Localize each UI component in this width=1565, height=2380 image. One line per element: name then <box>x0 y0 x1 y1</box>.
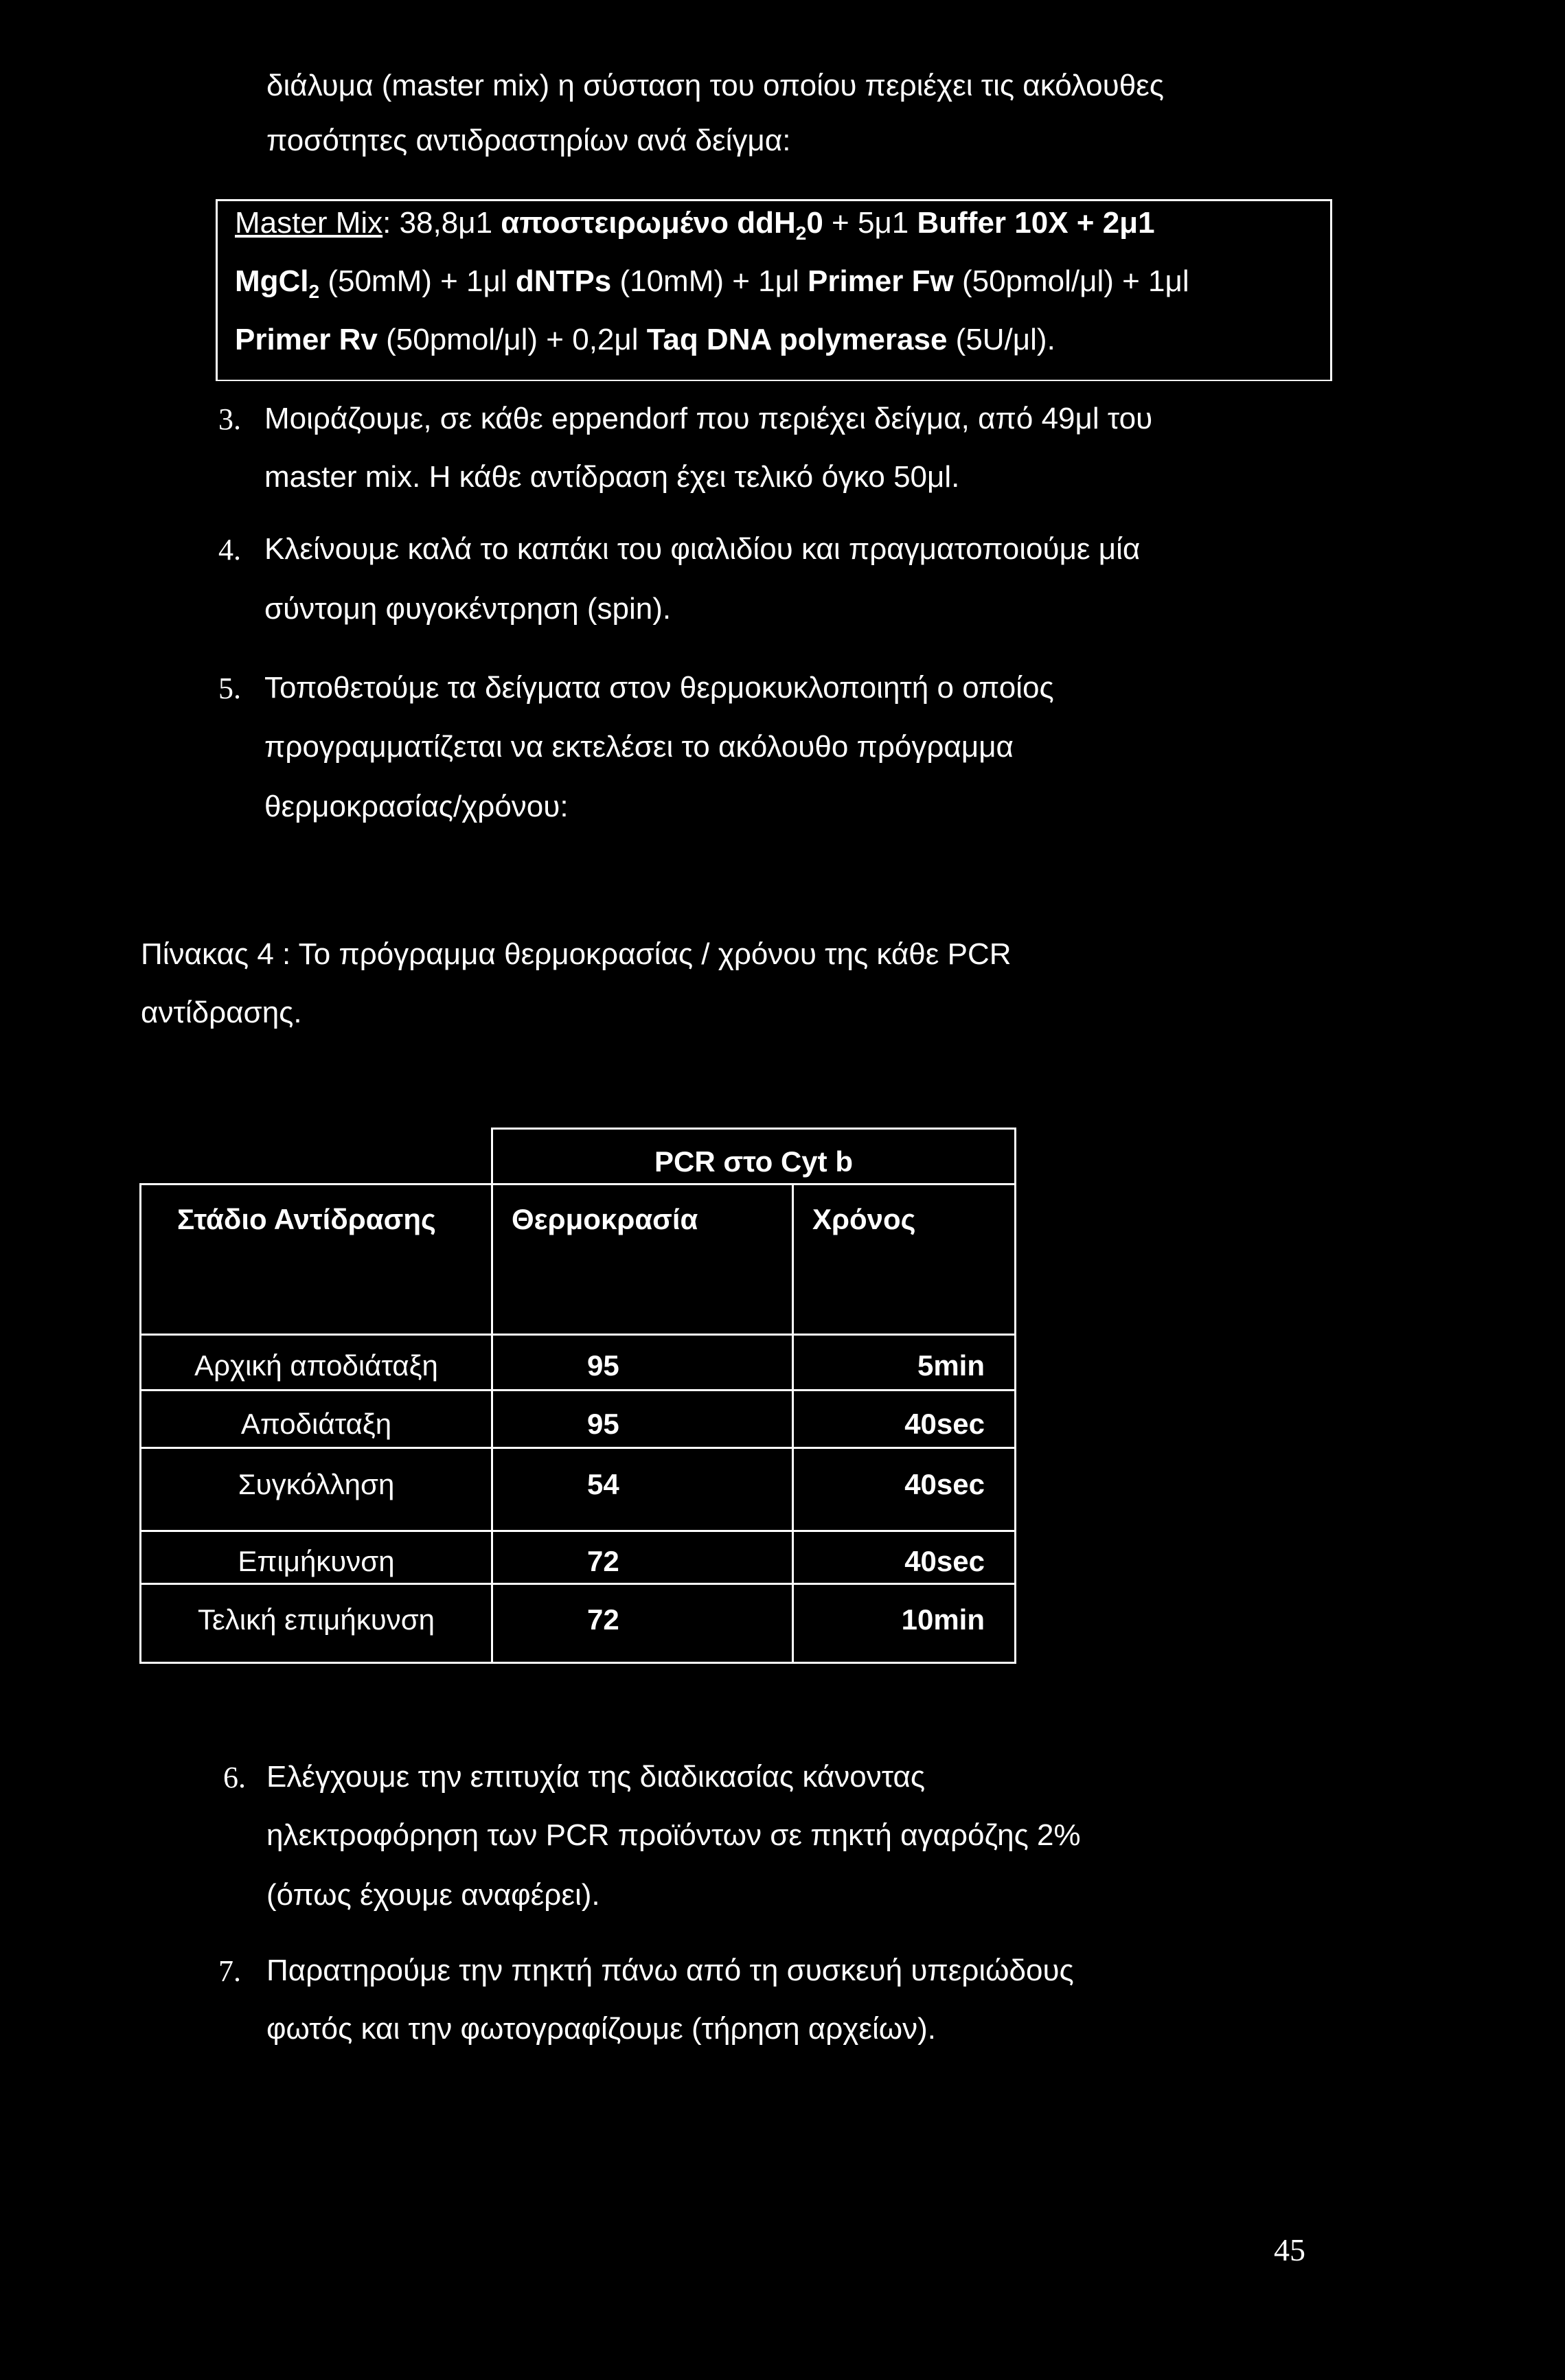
master-mix-text: + 5μ1 <box>823 206 917 240</box>
step-6-line-3: (όπως έχουμε αναφέρει). <box>266 1878 600 1912</box>
intro-line-2: ποσότητες αντιδραστηρίων ανά δείγμα: <box>266 124 791 157</box>
table-border <box>139 1389 1016 1391</box>
master-mix-dntps: dNTPs <box>515 264 612 298</box>
table-border <box>139 1183 1016 1185</box>
table-group-header: PCR στο Cyt b <box>654 1145 853 1178</box>
table-border <box>139 1447 1016 1449</box>
master-mix-primer-rv: Primer Rv <box>235 323 378 356</box>
step-7-number: 7. <box>218 1954 241 1988</box>
table-border <box>491 1128 1016 1130</box>
master-mix-text: (10mM) + 1μl <box>611 264 808 298</box>
step-4-number: 4. <box>218 533 241 567</box>
table-border <box>139 1334 1016 1336</box>
table-cell-time: 40sec <box>904 1408 985 1440</box>
master-mix-taq: Taq DNA polymerase <box>646 323 948 356</box>
step-5-line-2: προγραμματίζεται να εκτελέσει το ακόλουθο πρόγραμμα <box>264 730 1014 764</box>
table-cell-temperature: 72 <box>587 1545 619 1577</box>
master-mix-water: αποστειρωμένο ddH <box>501 206 796 240</box>
table-cell-temperature: 54 <box>587 1468 619 1500</box>
master-mix-line-2 <box>235 264 1189 303</box>
table-cell-stage: Επιμήκυνση <box>238 1545 395 1577</box>
table-border <box>139 1662 1016 1664</box>
table-border <box>139 1583 1016 1585</box>
table-cell-stage: Αρχική αποδιάταξη <box>194 1349 438 1382</box>
table-caption-line-2: αντίδρασης. <box>141 996 302 1029</box>
step-3-line-1: Μοιράζουμε, σε κάθε eppendorf που περιέχει δείγμα, από 49μl του <box>264 402 1153 435</box>
step-5-number: 5. <box>218 672 241 705</box>
table-cell-stage: Τελική επιμήκυνση <box>198 1603 435 1636</box>
table-cell-time: 10min <box>901 1603 985 1636</box>
master-mix-label: Master Mix <box>235 206 383 240</box>
table-header-time: Χρόνος <box>812 1203 916 1235</box>
step-3-line-2: master mix. Η κάθε αντίδραση έχει τελικό όγκο 50μl. <box>264 460 960 494</box>
step-7-line-2: φωτός και την φωτογραφίζουμε (τήρηση αρχείων). <box>266 2012 937 2046</box>
page-number: 45 <box>1274 2232 1305 2267</box>
master-mix-text: (50pmol/μl) + 0,2μl <box>377 323 647 356</box>
step-5-line-3: θερμοκρασίας/χρόνου: <box>264 790 569 823</box>
master-mix-mgcl: MgCl <box>235 264 309 298</box>
master-mix-text: (50mM) + 1μl <box>319 264 516 298</box>
master-mix-line-3 <box>235 323 1055 357</box>
master-mix-sub: 2 <box>308 280 320 302</box>
table-cell-stage: Αποδιάταξη <box>240 1408 392 1440</box>
table-cell-time: 40sec <box>904 1545 985 1577</box>
master-mix-text: (5U/μl). <box>947 323 1055 356</box>
step-3-number: 3. <box>218 402 241 436</box>
step-6-number: 6. <box>223 1761 246 1794</box>
master-mix-text: (50pmol/μl) + 1μl <box>953 264 1189 298</box>
step-6-line-2: ηλεκτροφόρηση των PCR προϊόντων σε πηκτή αγαρόζης 2% <box>266 1818 1081 1852</box>
table-cell-temperature: 95 <box>587 1349 619 1382</box>
table-border <box>491 1128 493 1664</box>
table-cell-stage: Συγκόλληση <box>238 1468 395 1500</box>
master-mix-sub: 2 <box>795 222 807 244</box>
table-border <box>1014 1128 1016 1664</box>
table-header-stage: Στάδιο Αντίδρασης <box>177 1203 436 1235</box>
intro-line-1: διάλυμα (master mix) η σύσταση του οποίου περιέχει τις ακόλουθες <box>266 69 1164 102</box>
table-cell-time: 40sec <box>904 1468 985 1500</box>
step-6-line-1: Ελέγχουμε την επιτυχία της διαδικασίας κάνοντας <box>266 1760 926 1794</box>
step-4-line-2: σύντομη φυγοκέντρηση (spin). <box>264 592 672 626</box>
step-7-line-1: Παρατηρούμε την πηκτή πάνω από τη συσκευή υπεριώδους <box>266 1954 1074 1987</box>
master-mix-buffer: Buffer 10X + 2μ1 <box>917 206 1155 240</box>
step-4-line-1: Κλείνουμε καλά το καπάκι του φιαλιδίου και πραγματοποιούμε μία <box>264 532 1141 566</box>
master-mix-text: : 38,8μ1 <box>382 206 501 240</box>
master-mix-primer-fw: Primer Fw <box>807 264 954 298</box>
table-header-temperature: Θερμοκρασία <box>512 1203 698 1235</box>
master-mix-water-end: 0 <box>806 206 823 240</box>
table-cell-temperature: 95 <box>587 1408 619 1440</box>
table-border <box>139 1530 1016 1532</box>
table-cell-temperature: 72 <box>587 1603 619 1636</box>
table-cell-time: 5min <box>917 1349 985 1382</box>
table-caption-line-1: Πίνακας 4 : Το πρόγραμμα θερμοκρασίας / χρόνου της κάθε PCR <box>141 937 1012 971</box>
master-mix-line-1 <box>235 206 1155 244</box>
step-5-line-1: Τοποθετούμε τα δείγματα στον θερμοκυκλοποιητή ο οποίος <box>264 671 1054 705</box>
